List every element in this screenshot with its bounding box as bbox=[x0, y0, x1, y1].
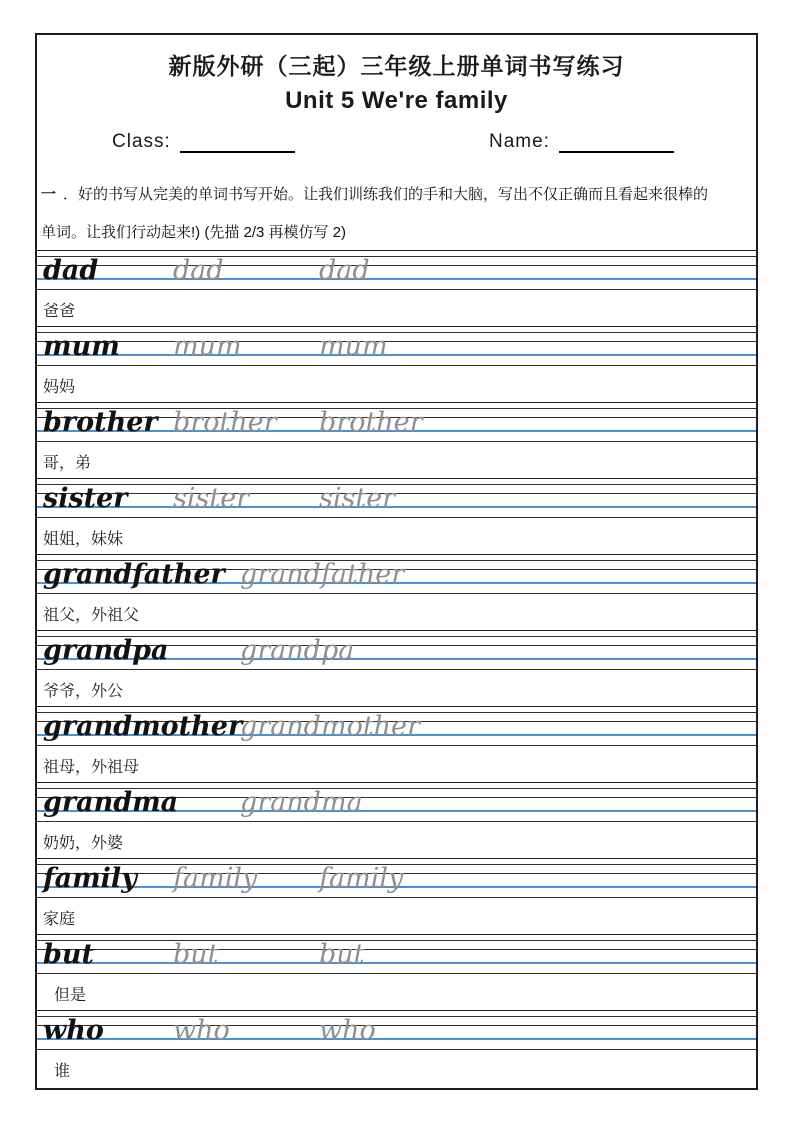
class-input-blank[interactable] bbox=[180, 132, 295, 153]
practice-word-trace: dad bbox=[319, 255, 370, 286]
guide-line-top bbox=[37, 484, 756, 485]
guide-line-bottom bbox=[37, 745, 756, 746]
practice-word-trace: sister bbox=[173, 483, 250, 514]
guide-line-bottom bbox=[37, 593, 756, 594]
translation-text: 祖父，外祖父 bbox=[43, 607, 140, 624]
practice-word-trace: family bbox=[173, 863, 258, 894]
word-row bbox=[37, 782, 756, 858]
word-row bbox=[37, 858, 756, 934]
class-field bbox=[112, 131, 295, 153]
instructions-line2: 单词。让我们行动起来!) (先描 2/3 再模仿写 2) bbox=[41, 224, 347, 241]
practice-word-solid: brother bbox=[43, 407, 158, 438]
instructions-text1: ．好的书写从完美的单词书写开始。让我们训练我们的手和大脑，写出不仅正确而且看起来很棒的 bbox=[63, 186, 709, 203]
practice-word-trace: grandma bbox=[240, 787, 363, 818]
translation-text: 爸爸 bbox=[43, 303, 76, 320]
practice-word-solid: dad bbox=[43, 255, 99, 286]
guide-line-bottom bbox=[37, 289, 756, 290]
word-practice-list bbox=[37, 250, 756, 1086]
word-row bbox=[37, 630, 756, 706]
guide-line-mid bbox=[37, 341, 756, 342]
instructions-line1 bbox=[41, 176, 752, 214]
translation-text: 妈妈 bbox=[43, 379, 76, 396]
name-input-blank[interactable] bbox=[559, 132, 674, 153]
practice-word-trace: family bbox=[319, 863, 404, 894]
guide-line-bottom bbox=[37, 897, 756, 898]
practice-word-trace: sister bbox=[319, 483, 396, 514]
baseline-blue bbox=[37, 1038, 756, 1040]
guide-line-mid bbox=[37, 265, 756, 266]
writing-grid[interactable] bbox=[37, 935, 756, 975]
word-row bbox=[37, 706, 756, 782]
guide-line-bottom bbox=[37, 821, 756, 822]
guide-line-bottom bbox=[37, 365, 756, 366]
guide-line-bottom bbox=[37, 517, 756, 518]
writing-grid[interactable] bbox=[37, 555, 756, 595]
translation-text: 但是 bbox=[54, 987, 87, 1004]
translation-text: 祖母，外祖母 bbox=[43, 759, 140, 776]
practice-word-trace: but bbox=[173, 939, 219, 970]
translation-text: 奶奶，外婆 bbox=[43, 835, 124, 852]
writing-grid[interactable] bbox=[37, 707, 756, 747]
practice-word-trace: dad bbox=[173, 255, 224, 286]
baseline-blue bbox=[37, 278, 756, 280]
instructions bbox=[41, 176, 752, 252]
practice-word-trace: brother bbox=[319, 407, 423, 438]
practice-word-solid: grandfather bbox=[43, 559, 225, 590]
practice-word-trace: mum bbox=[319, 331, 388, 362]
page-title: 新版外研（三起）三年级上册单词书写练习 bbox=[168, 53, 625, 79]
practice-word-trace: grandpa bbox=[240, 635, 355, 666]
writing-grid[interactable] bbox=[37, 403, 756, 443]
section-number: 一 bbox=[41, 186, 57, 203]
guide-line-top bbox=[37, 940, 756, 941]
word-row bbox=[37, 326, 756, 402]
baseline-blue bbox=[37, 506, 756, 508]
translation-text: 家庭 bbox=[43, 911, 76, 928]
translation-text: 姐姐，妹妹 bbox=[43, 531, 124, 548]
word-row bbox=[37, 1010, 756, 1086]
baseline-blue bbox=[37, 354, 756, 356]
writing-grid[interactable] bbox=[37, 327, 756, 367]
guide-line-top bbox=[37, 332, 756, 333]
practice-word-trace: but bbox=[319, 939, 365, 970]
baseline-blue bbox=[37, 962, 756, 964]
name-field bbox=[489, 131, 674, 153]
practice-word-solid: mum bbox=[43, 331, 120, 362]
word-row bbox=[37, 478, 756, 554]
guide-line-mid bbox=[37, 493, 756, 494]
practice-word-trace: who bbox=[319, 1015, 376, 1046]
practice-word-solid: but bbox=[43, 939, 94, 970]
word-row bbox=[37, 934, 756, 1010]
guide-line-bottom bbox=[37, 441, 756, 442]
guide-line-mid bbox=[37, 1025, 756, 1026]
guide-line-bottom bbox=[37, 1049, 756, 1050]
word-row bbox=[37, 250, 756, 326]
writing-grid[interactable] bbox=[37, 859, 756, 899]
writing-grid[interactable] bbox=[37, 1011, 756, 1051]
practice-word-trace: grandmother bbox=[240, 711, 420, 742]
guide-line-top bbox=[37, 256, 756, 257]
word-row bbox=[37, 402, 756, 478]
word-row bbox=[37, 554, 756, 630]
guide-line-mid bbox=[37, 949, 756, 950]
writing-grid[interactable] bbox=[37, 783, 756, 823]
guide-line-top bbox=[37, 1016, 756, 1017]
practice-word-solid: grandmother bbox=[43, 711, 243, 742]
translation-text: 爷爷，外公 bbox=[43, 683, 124, 700]
unit-title: Unit 5 We're family bbox=[285, 87, 508, 114]
practice-word-trace: grandfather bbox=[240, 559, 405, 590]
practice-word-solid: family bbox=[43, 863, 137, 894]
practice-word-solid: sister bbox=[43, 483, 128, 514]
writing-grid[interactable] bbox=[37, 631, 756, 671]
writing-grid[interactable] bbox=[37, 479, 756, 519]
practice-word-solid: grandpa bbox=[43, 635, 169, 666]
name-label: Name: bbox=[489, 131, 550, 152]
practice-word-solid: grandma bbox=[43, 787, 179, 818]
translation-text: 哥，弟 bbox=[43, 455, 92, 472]
guide-line-bottom bbox=[37, 973, 756, 974]
practice-word-solid: who bbox=[43, 1015, 104, 1046]
translation-text: 谁 bbox=[54, 1063, 71, 1080]
writing-grid[interactable] bbox=[37, 251, 756, 291]
practice-word-trace: brother bbox=[173, 407, 277, 438]
worksheet-page bbox=[35, 33, 758, 1090]
class-label: Class: bbox=[112, 131, 171, 152]
guide-line-bottom bbox=[37, 669, 756, 670]
practice-word-trace: mum bbox=[173, 331, 242, 362]
practice-word-trace: who bbox=[173, 1015, 230, 1046]
